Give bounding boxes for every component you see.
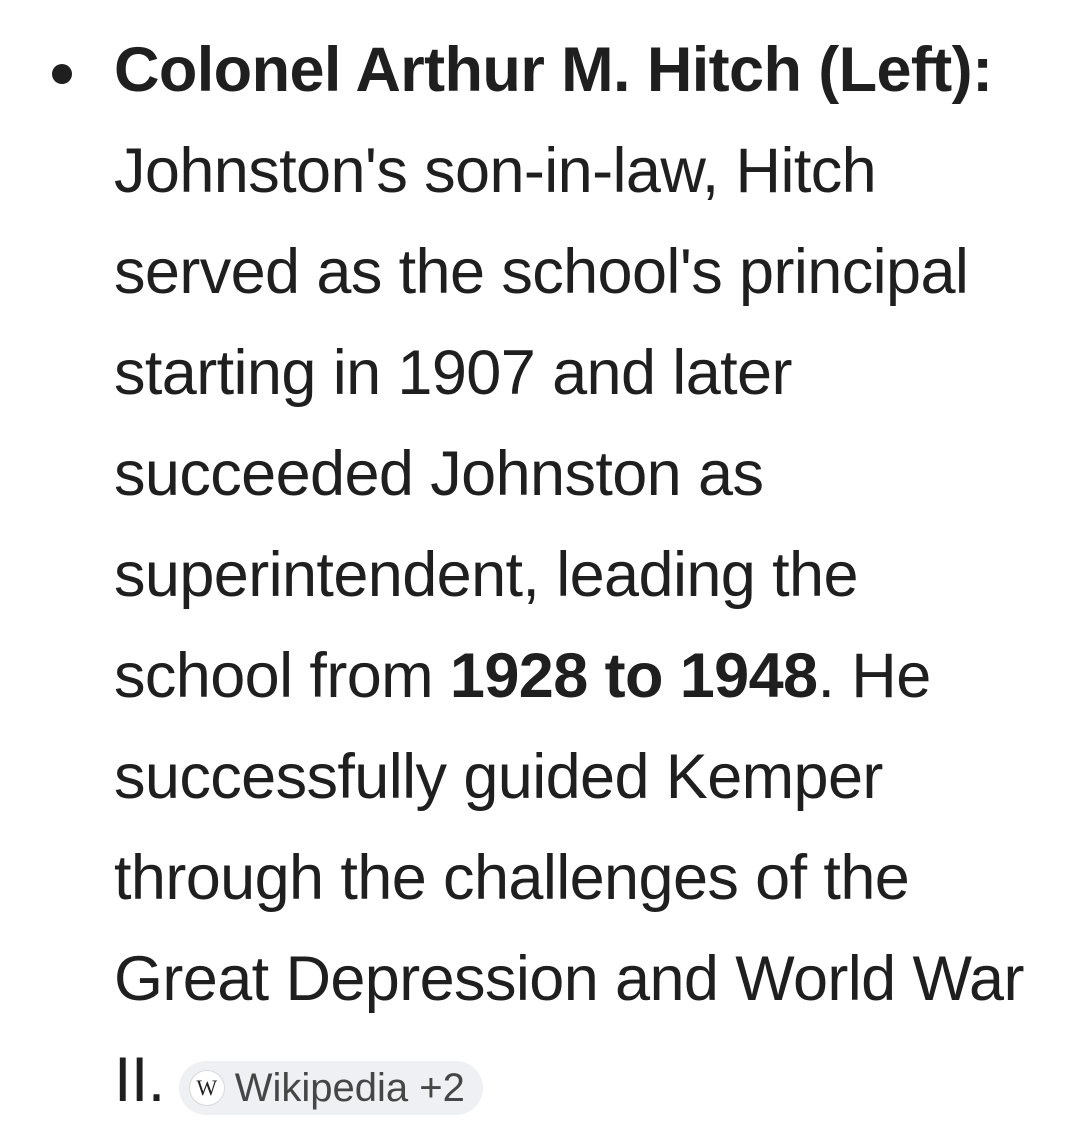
source-chip-wikipedia[interactable]: [179, 1061, 483, 1115]
description-text-continued: . He successfully guided Kemper through the challenges of the Great Depression and World War II.: [114, 641, 1024, 1115]
wikipedia-icon: W: [189, 1070, 225, 1106]
bullet-item-arthur-hitch: [114, 20, 1044, 1131]
bullet-dot: [52, 64, 72, 84]
tenure-dates: 1928 to 1948: [449, 641, 818, 711]
person-name: Colonel Arthur M. Hitch (Left):: [114, 35, 993, 105]
source-chip-label: Wikipedia +2: [234, 1066, 465, 1110]
description-text: Johnston's son-in-law, Hitch served as the school's principal starting in 1907 and later succeeded Johnston as superintendent, leading the school from: [114, 136, 969, 711]
